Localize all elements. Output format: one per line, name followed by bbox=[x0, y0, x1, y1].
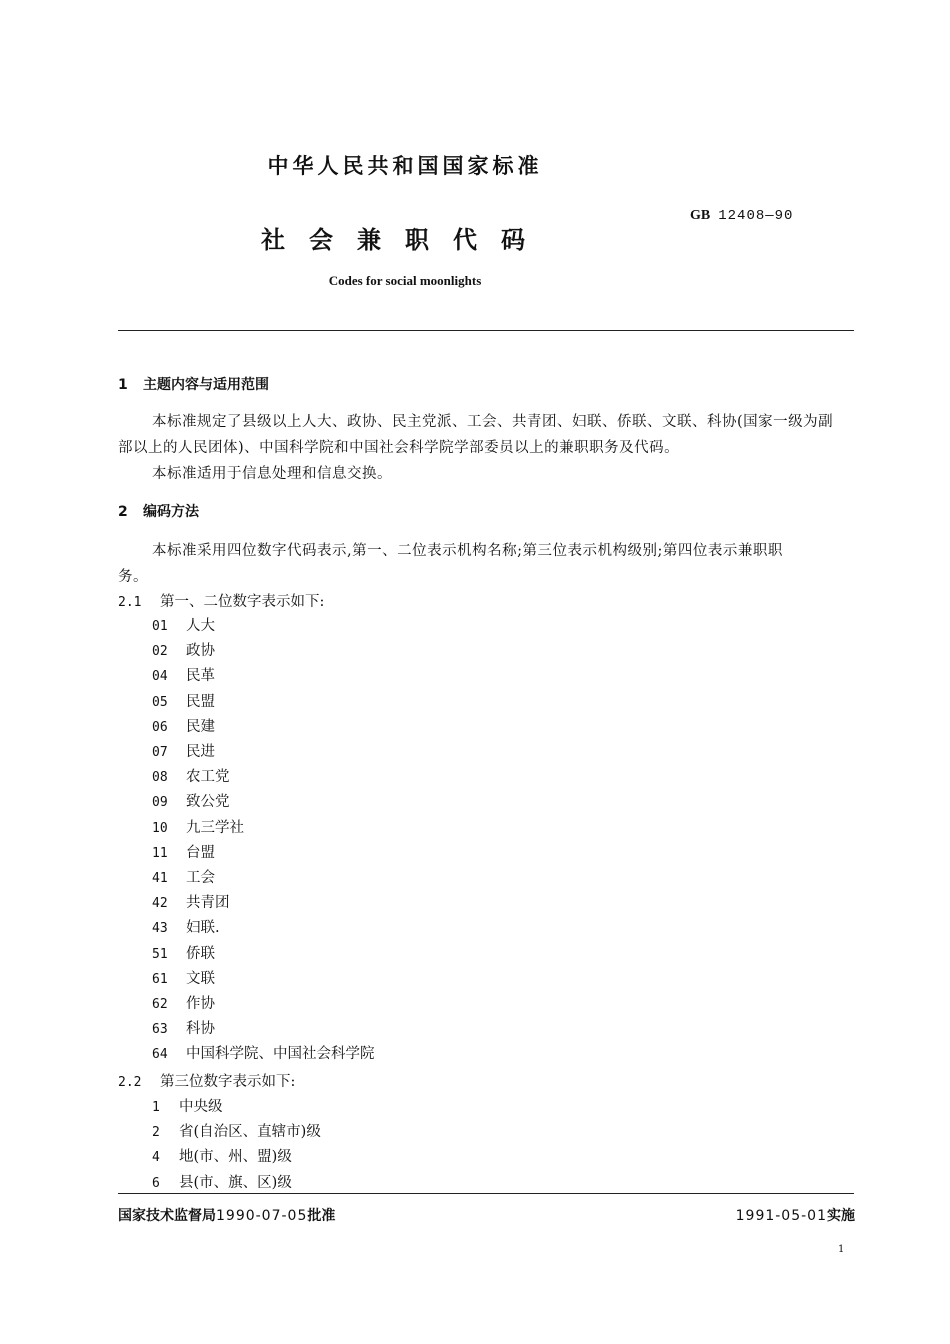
document-title: 社会兼职代码 bbox=[261, 226, 549, 254]
section-number: 1 bbox=[118, 377, 128, 393]
item-code: 08 bbox=[152, 770, 168, 786]
item-name: 中央级 bbox=[179, 1099, 223, 1115]
code-list-item bbox=[152, 715, 215, 736]
item-code: 4 bbox=[152, 1150, 160, 1166]
approval-line bbox=[118, 1205, 335, 1225]
item-name: 中国科学院、中国社会科学院 bbox=[186, 1046, 375, 1063]
item-code: 64 bbox=[152, 1047, 168, 1063]
approval-label: 批准 bbox=[307, 1208, 336, 1224]
item-code: 43 bbox=[152, 921, 168, 937]
code-list-item bbox=[152, 1017, 215, 1038]
item-code: 63 bbox=[152, 1022, 168, 1038]
code-list-item bbox=[152, 992, 215, 1013]
item-code: 62 bbox=[152, 997, 168, 1012]
subsection-2-1-heading bbox=[118, 590, 324, 611]
effective-line bbox=[736, 1205, 855, 1225]
item-name: 民革 bbox=[186, 668, 215, 685]
section-1-heading bbox=[118, 374, 269, 394]
subsection-text: 第三位数字表示如下: bbox=[160, 1074, 296, 1090]
code-list-item bbox=[152, 1171, 292, 1192]
code-list-item bbox=[152, 1145, 292, 1166]
code-list-item bbox=[152, 1095, 223, 1116]
item-name: 共青团 bbox=[186, 895, 230, 912]
code-list-item bbox=[152, 790, 230, 811]
subsection-number: 2.2 bbox=[118, 1075, 142, 1090]
item-name: 农工党 bbox=[186, 769, 230, 786]
item-name: 人大 bbox=[186, 618, 215, 634]
effective-date: 1991-05-01 bbox=[735, 1208, 827, 1224]
item-code: 41 bbox=[152, 871, 168, 886]
effective-label: 实施 bbox=[827, 1208, 855, 1224]
item-name: 文联 bbox=[186, 970, 215, 987]
code-list-item bbox=[152, 942, 215, 963]
item-name: 科协 bbox=[186, 1021, 215, 1038]
section-1-paragraph-line: 部以上的人民团体)、中国科学院和中国社会科学院学部委员以上的兼职职务及代码。 bbox=[118, 440, 680, 456]
code-list-item bbox=[152, 1042, 375, 1063]
item-name: 侨联 bbox=[186, 945, 215, 962]
code-list-item bbox=[152, 614, 215, 635]
subsection-number: 2.1 bbox=[118, 595, 142, 610]
item-code: 06 bbox=[152, 719, 168, 735]
item-code: 07 bbox=[152, 745, 168, 760]
subsection-2-2-heading bbox=[118, 1070, 295, 1091]
item-name: 县(市、旗、区)级 bbox=[179, 1174, 292, 1191]
item-code: 05 bbox=[152, 694, 168, 710]
section-2-heading bbox=[118, 501, 199, 521]
item-code: 1 bbox=[152, 1100, 160, 1115]
section-number: 2 bbox=[118, 504, 128, 520]
item-code: 10 bbox=[152, 820, 168, 836]
section-title: 主题内容与适用范围 bbox=[143, 377, 269, 393]
item-name: 妇联. bbox=[186, 920, 220, 937]
code-list-item bbox=[152, 765, 230, 786]
page-number: 1 bbox=[838, 1244, 845, 1255]
footer-divider bbox=[118, 1193, 854, 1194]
item-code: 42 bbox=[152, 896, 168, 912]
approval-date: 1990-07-05 bbox=[216, 1208, 308, 1224]
code-list-item bbox=[152, 816, 244, 837]
item-code: 02 bbox=[152, 644, 168, 660]
standard-code: 12408—90 bbox=[718, 208, 794, 224]
standard-prefix: GB bbox=[690, 208, 711, 223]
item-name: 民盟 bbox=[186, 693, 215, 710]
code-list-item bbox=[152, 891, 230, 912]
code-list-item bbox=[152, 1120, 321, 1141]
code-list-item bbox=[152, 866, 215, 887]
code-list-item bbox=[152, 664, 215, 685]
approval-authority: 国家技术监督局 bbox=[118, 1208, 216, 1224]
item-name: 地(市、州、盟)级 bbox=[179, 1149, 292, 1166]
code-list-item bbox=[152, 639, 215, 660]
section-1-paragraph-line: 本标准规定了县级以上人大、政协、民主党派、工会、共青团、妇联、侨联、文联、科协(国家一级为副 bbox=[152, 414, 834, 430]
code-list-item bbox=[152, 690, 215, 711]
item-code: 51 bbox=[152, 946, 168, 962]
english-subtitle: Codes for social moonlights bbox=[328, 273, 482, 288]
item-code: 2 bbox=[152, 1125, 160, 1141]
code-list-item bbox=[152, 841, 215, 862]
document-header: 中华人民共和国国家标准 bbox=[267, 154, 543, 178]
item-name: 致公党 bbox=[186, 794, 230, 811]
section-2-paragraph-line: 本标准采用四位数字代码表示,第一、二位表示机构名称;第三位表示机构级别;第四位表示兼职职 bbox=[152, 543, 783, 559]
item-code: 61 bbox=[152, 971, 168, 987]
header-divider bbox=[118, 330, 854, 331]
item-code: 6 bbox=[152, 1175, 160, 1191]
item-name: 政协 bbox=[186, 643, 215, 660]
item-name: 民进 bbox=[186, 744, 215, 760]
section-2-paragraph-line: 务。 bbox=[118, 569, 148, 585]
subsection-text: 第一、二位数字表示如下: bbox=[160, 594, 325, 610]
item-name: 台盟 bbox=[186, 844, 215, 861]
item-code: 11 bbox=[152, 845, 168, 861]
section-1-paragraph: 本标准适用于信息处理和信息交换。 bbox=[152, 466, 392, 482]
item-name: 民建 bbox=[186, 718, 215, 735]
code-list-item bbox=[152, 967, 215, 988]
item-name: 工会 bbox=[186, 870, 215, 886]
code-list-item bbox=[152, 916, 220, 937]
item-name: 省(自治区、直辖市)级 bbox=[179, 1124, 321, 1141]
item-name: 九三学社 bbox=[186, 819, 244, 836]
item-code: 04 bbox=[152, 669, 168, 685]
item-code: 01 bbox=[152, 619, 168, 634]
code-list-item bbox=[152, 740, 215, 761]
section-title: 编码方法 bbox=[143, 504, 199, 520]
item-name: 作协 bbox=[186, 996, 215, 1012]
item-code: 09 bbox=[152, 795, 168, 811]
